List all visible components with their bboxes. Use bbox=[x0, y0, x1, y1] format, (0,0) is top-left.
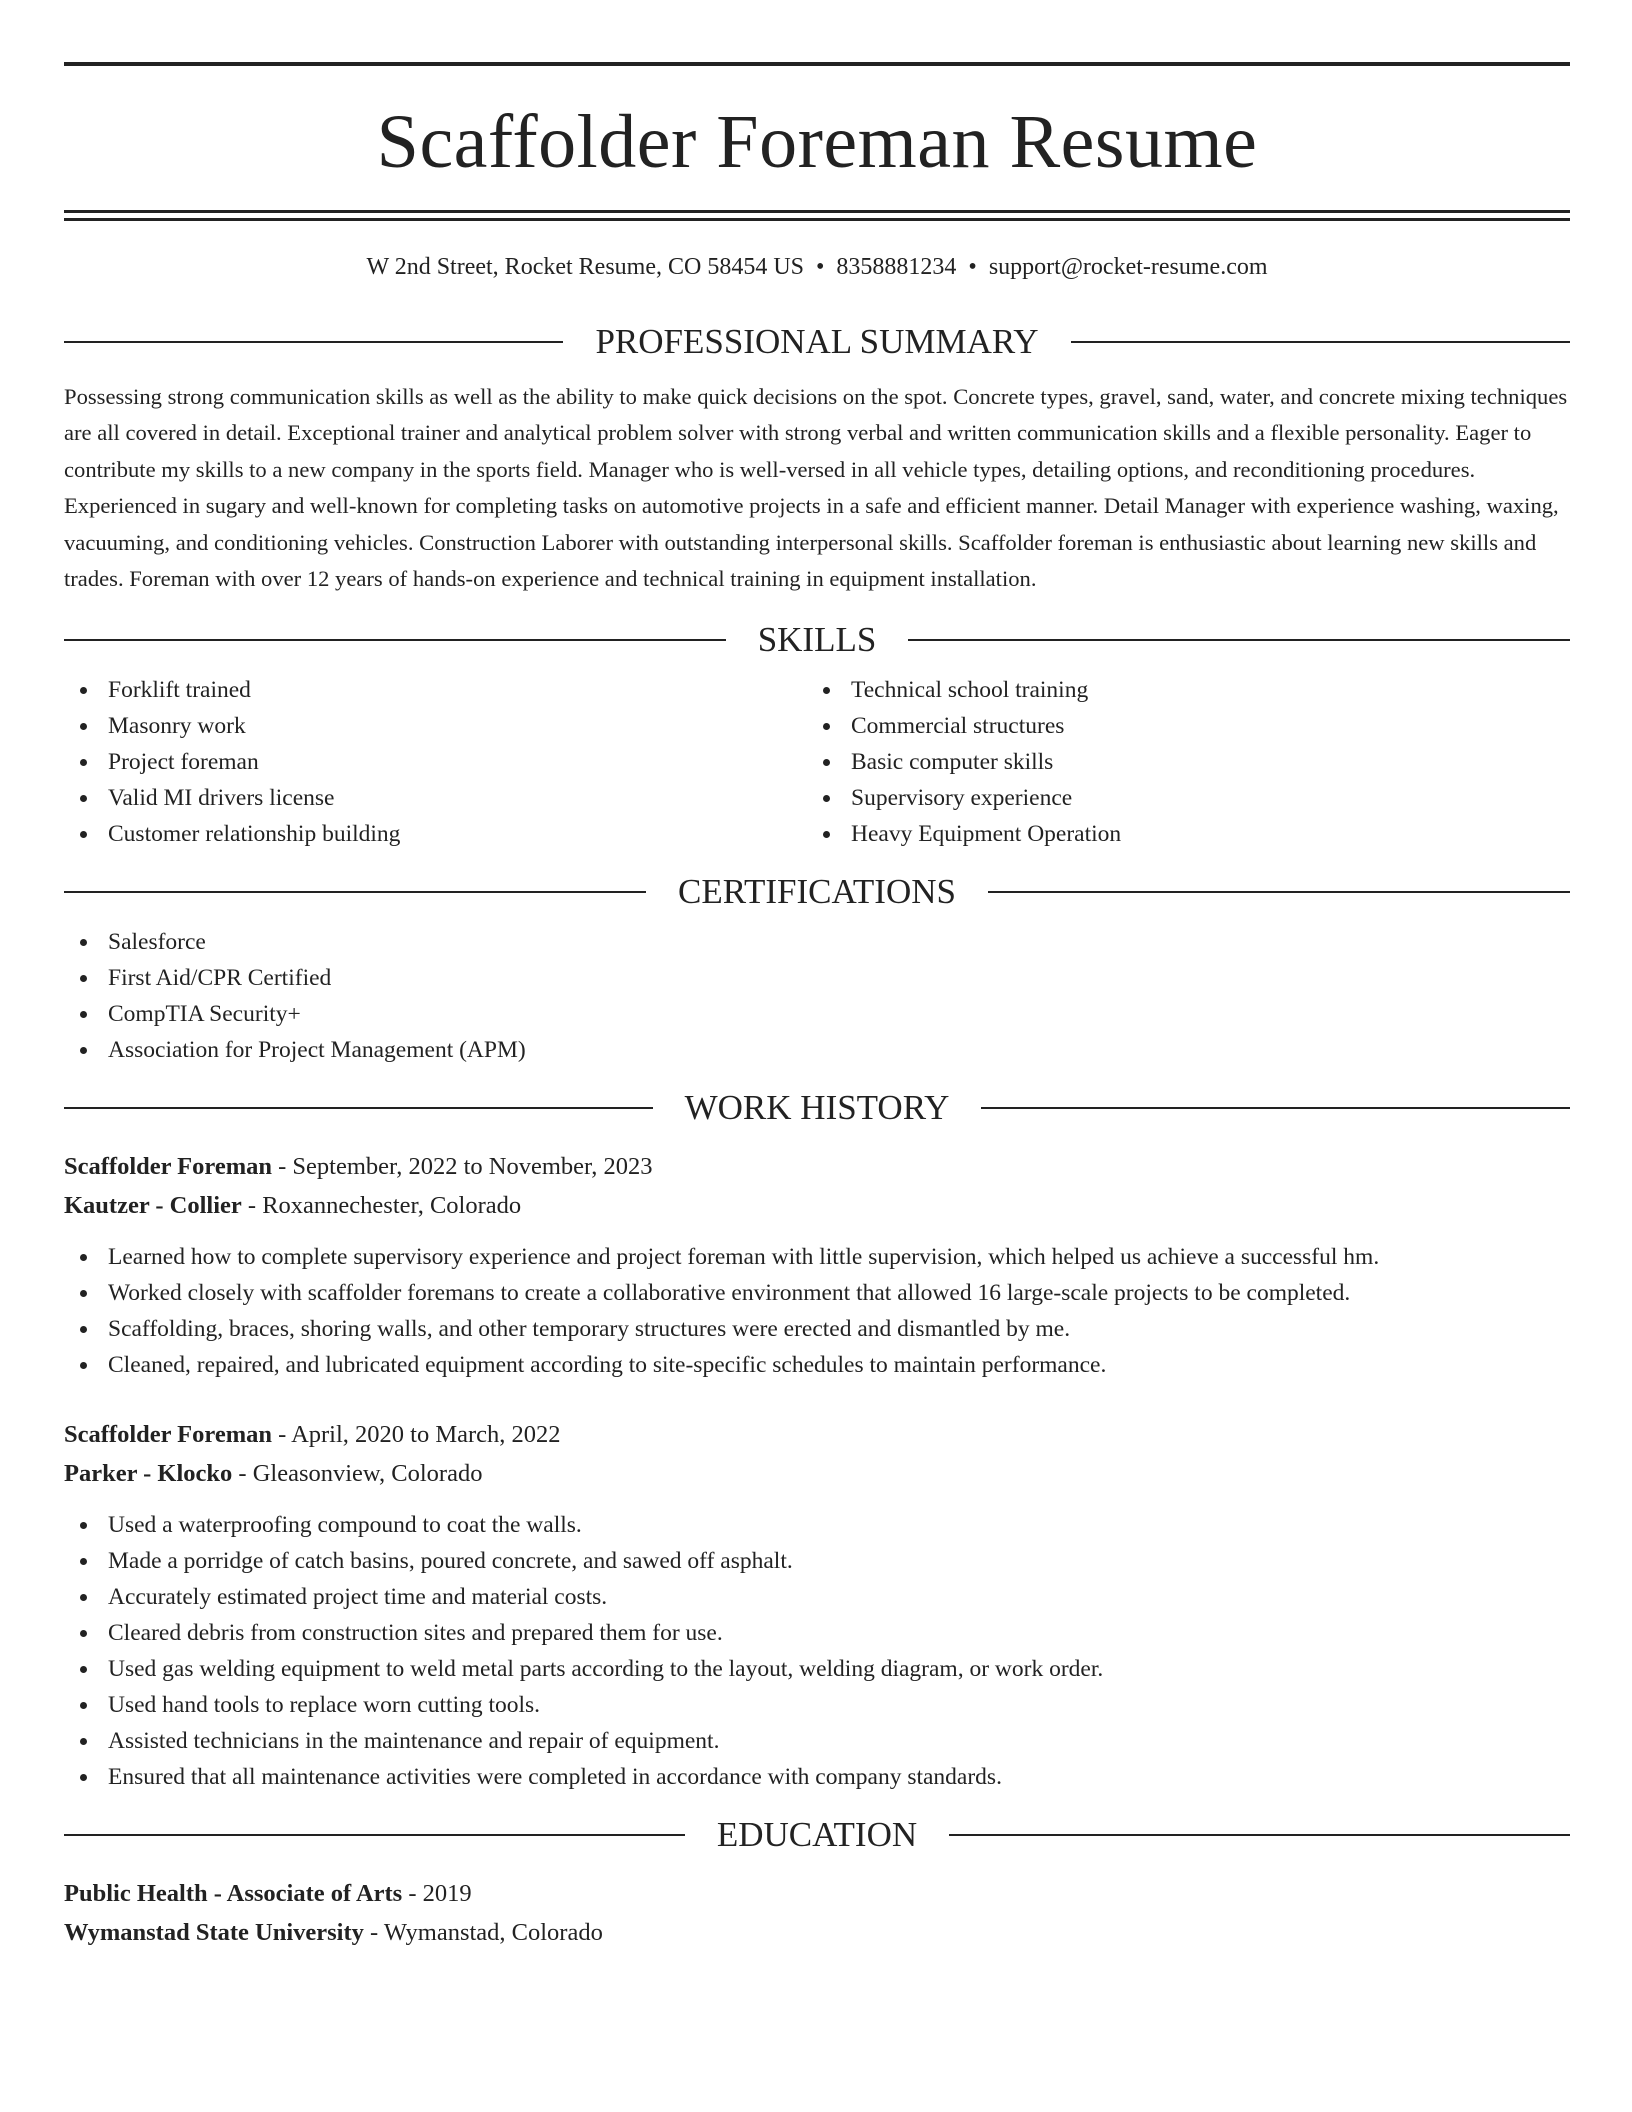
heading-rule-right bbox=[981, 1107, 1570, 1109]
contact-line bbox=[64, 251, 1570, 283]
skills-column-right bbox=[807, 672, 1550, 852]
title-double-rule bbox=[64, 210, 1570, 221]
skill-item: Technical school training bbox=[807, 672, 1550, 708]
duty-item: Cleared debris from construction sites and prepared them for use. bbox=[64, 1615, 1570, 1651]
duty-item: Assisted technicians in the maintenance and repair of equipment. bbox=[64, 1723, 1570, 1759]
certification-item: Association for Project Management (APM) bbox=[64, 1032, 1570, 1068]
top-rule bbox=[64, 62, 1570, 66]
skills-column-left bbox=[64, 672, 807, 852]
certification-item: CompTIA Security+ bbox=[64, 996, 1570, 1032]
heading-rule-right bbox=[988, 891, 1570, 893]
heading-rule-right bbox=[949, 1834, 1570, 1836]
work-history-heading bbox=[64, 1088, 1570, 1128]
section-title: EDUCATION bbox=[716, 1815, 918, 1855]
duty-item: Worked closely with scaffolder foremans to create a collaborative environment that allowed 16 large-scale projects to be completed. bbox=[64, 1275, 1570, 1311]
job-dates: September, 2022 to November, 2023 bbox=[292, 1153, 653, 1181]
skills-list bbox=[64, 672, 1570, 852]
certification-item: Salesforce bbox=[64, 924, 1570, 960]
degree: Public Health - Associate of Arts bbox=[64, 1880, 403, 1908]
company-name: Parker - Klocko bbox=[64, 1460, 233, 1488]
skill-item: Basic computer skills bbox=[807, 744, 1550, 780]
company-location: Gleasonview, Colorado bbox=[252, 1460, 483, 1488]
school-line: Wymanstad State University - Wymanstad, Colorado bbox=[64, 1919, 603, 1947]
duty-item: Learned how to complete supervisory experience and project foreman with little supervision, which helped us achieve a successful hm. bbox=[64, 1239, 1570, 1275]
duty-item: Accurately estimated project time and material costs. bbox=[64, 1579, 1570, 1615]
skill-item: Valid MI drivers license bbox=[64, 780, 807, 816]
duty-item: Used hand tools to replace worn cutting tools. bbox=[64, 1687, 1570, 1723]
heading-rule-left bbox=[64, 341, 563, 343]
company-name: Kautzer - Collier bbox=[64, 1192, 242, 1220]
separator-dot: • bbox=[816, 254, 825, 280]
summary-heading bbox=[64, 322, 1570, 362]
heading-rule-right bbox=[1071, 341, 1570, 343]
heading-rule-left bbox=[64, 1107, 653, 1109]
duty-item: Cleaned, repaired, and lubricated equipment according to site-specific schedules to maintain performance. bbox=[64, 1347, 1570, 1383]
heading-rule-left bbox=[64, 639, 726, 641]
email-link[interactable]: support@rocket-resume.com bbox=[988, 254, 1268, 280]
duty-item: Used gas welding equipment to weld metal parts according to the layout, welding diagram, or work order. bbox=[64, 1651, 1570, 1687]
degree-line: Public Health - Associate of Arts - 2019 bbox=[64, 1880, 472, 1908]
skills-heading bbox=[64, 620, 1570, 660]
skill-item: Heavy Equipment Operation bbox=[807, 816, 1550, 852]
skill-item: Supervisory experience bbox=[807, 780, 1550, 816]
job-title-line: Scaffolder Foreman - April, 2020 to March, 2022 bbox=[64, 1421, 561, 1449]
skill-item: Forklift trained bbox=[64, 672, 807, 708]
job-duties bbox=[64, 1239, 1570, 1383]
job-entry bbox=[64, 1147, 1570, 1383]
heading-rule-left bbox=[64, 891, 646, 893]
section-title: SKILLS bbox=[757, 620, 877, 660]
duty-item: Used a waterproofing compound to coat the walls. bbox=[64, 1507, 1570, 1543]
skill-item: Customer relationship building bbox=[64, 816, 807, 852]
certification-item: First Aid/CPR Certified bbox=[64, 960, 1570, 996]
duty-item: Ensured that all maintenance activities were completed in accordance with company standards. bbox=[64, 1759, 1570, 1795]
skill-item: Masonry work bbox=[64, 708, 807, 744]
job-entry bbox=[64, 1415, 1570, 1795]
section-title: WORK HISTORY bbox=[684, 1088, 950, 1128]
job-company-line: Parker - Klocko - Gleasonview, Colorado bbox=[64, 1460, 483, 1488]
job-title: Scaffolder Foreman bbox=[64, 1421, 272, 1449]
certifications-heading bbox=[64, 872, 1570, 912]
duty-item: Made a porridge of catch basins, poured concrete, and sawed off asphalt. bbox=[64, 1543, 1570, 1579]
heading-rule-right bbox=[908, 639, 1570, 641]
school-name: Wymanstad State University bbox=[64, 1919, 364, 1947]
certifications-list bbox=[64, 924, 1570, 1068]
section-title: PROFESSIONAL SUMMARY bbox=[595, 322, 1039, 361]
duty-item: Scaffolding, braces, shoring walls, and other temporary structures were erected and dismantled by me. bbox=[64, 1311, 1570, 1347]
skill-item: Project foreman bbox=[64, 744, 807, 780]
education-heading bbox=[64, 1815, 1570, 1855]
phone: 8358881234 bbox=[836, 254, 957, 280]
company-location: Roxannechester, Colorado bbox=[262, 1192, 522, 1220]
job-dates: April, 2020 to March, 2022 bbox=[291, 1421, 561, 1449]
education-entry bbox=[64, 1874, 1570, 1952]
separator-dot: • bbox=[968, 254, 977, 280]
section-title: CERTIFICATIONS bbox=[678, 872, 956, 912]
school-location: Wymanstad, Colorado bbox=[383, 1919, 603, 1947]
job-company-line: Kautzer - Collier - Roxannechester, Colorado bbox=[64, 1192, 522, 1220]
resume-title: Scaffolder Foreman Resume bbox=[376, 100, 1258, 184]
job-title-line: Scaffolder Foreman - September, 2022 to November, 2023 bbox=[64, 1153, 653, 1181]
graduation-year: 2019 bbox=[422, 1880, 472, 1908]
heading-rule-left bbox=[64, 1834, 685, 1836]
address: W 2nd Street, Rocket Resume, CO 58454 US bbox=[366, 254, 805, 280]
summary-text: Possessing strong communication skills as well as the ability to make quick decisions on the spot. Concrete types, gravel, sand, water, and concrete mixing techniques are all covered in detail. Exceptional trainer and analytical problem solver with strong verbal and written communication skills and a flexible personality. Eager to contribute my skills to a new company in the sports field. Manager who is well-versed in all vehicle types, detailing options, and reconditioning procedures. Experienced in sugary and well-known for completing tasks on automotive projects in a safe and efficient manner. Detail Manager with experience washing, waxing, vacuuming, and conditioning vehicles. Construction Laborer with outstanding interpersonal skills. Scaffolder foreman is enthusiastic about learning new skills and trades. Foreman with over 12 years of hands-on experience and technical training in equipment installation. bbox=[64, 384, 1568, 592]
job-title: Scaffolder Foreman bbox=[64, 1153, 272, 1181]
skill-item: Commercial structures bbox=[807, 708, 1550, 744]
resume-page bbox=[64, 0, 1570, 1952]
job-duties bbox=[64, 1507, 1570, 1795]
